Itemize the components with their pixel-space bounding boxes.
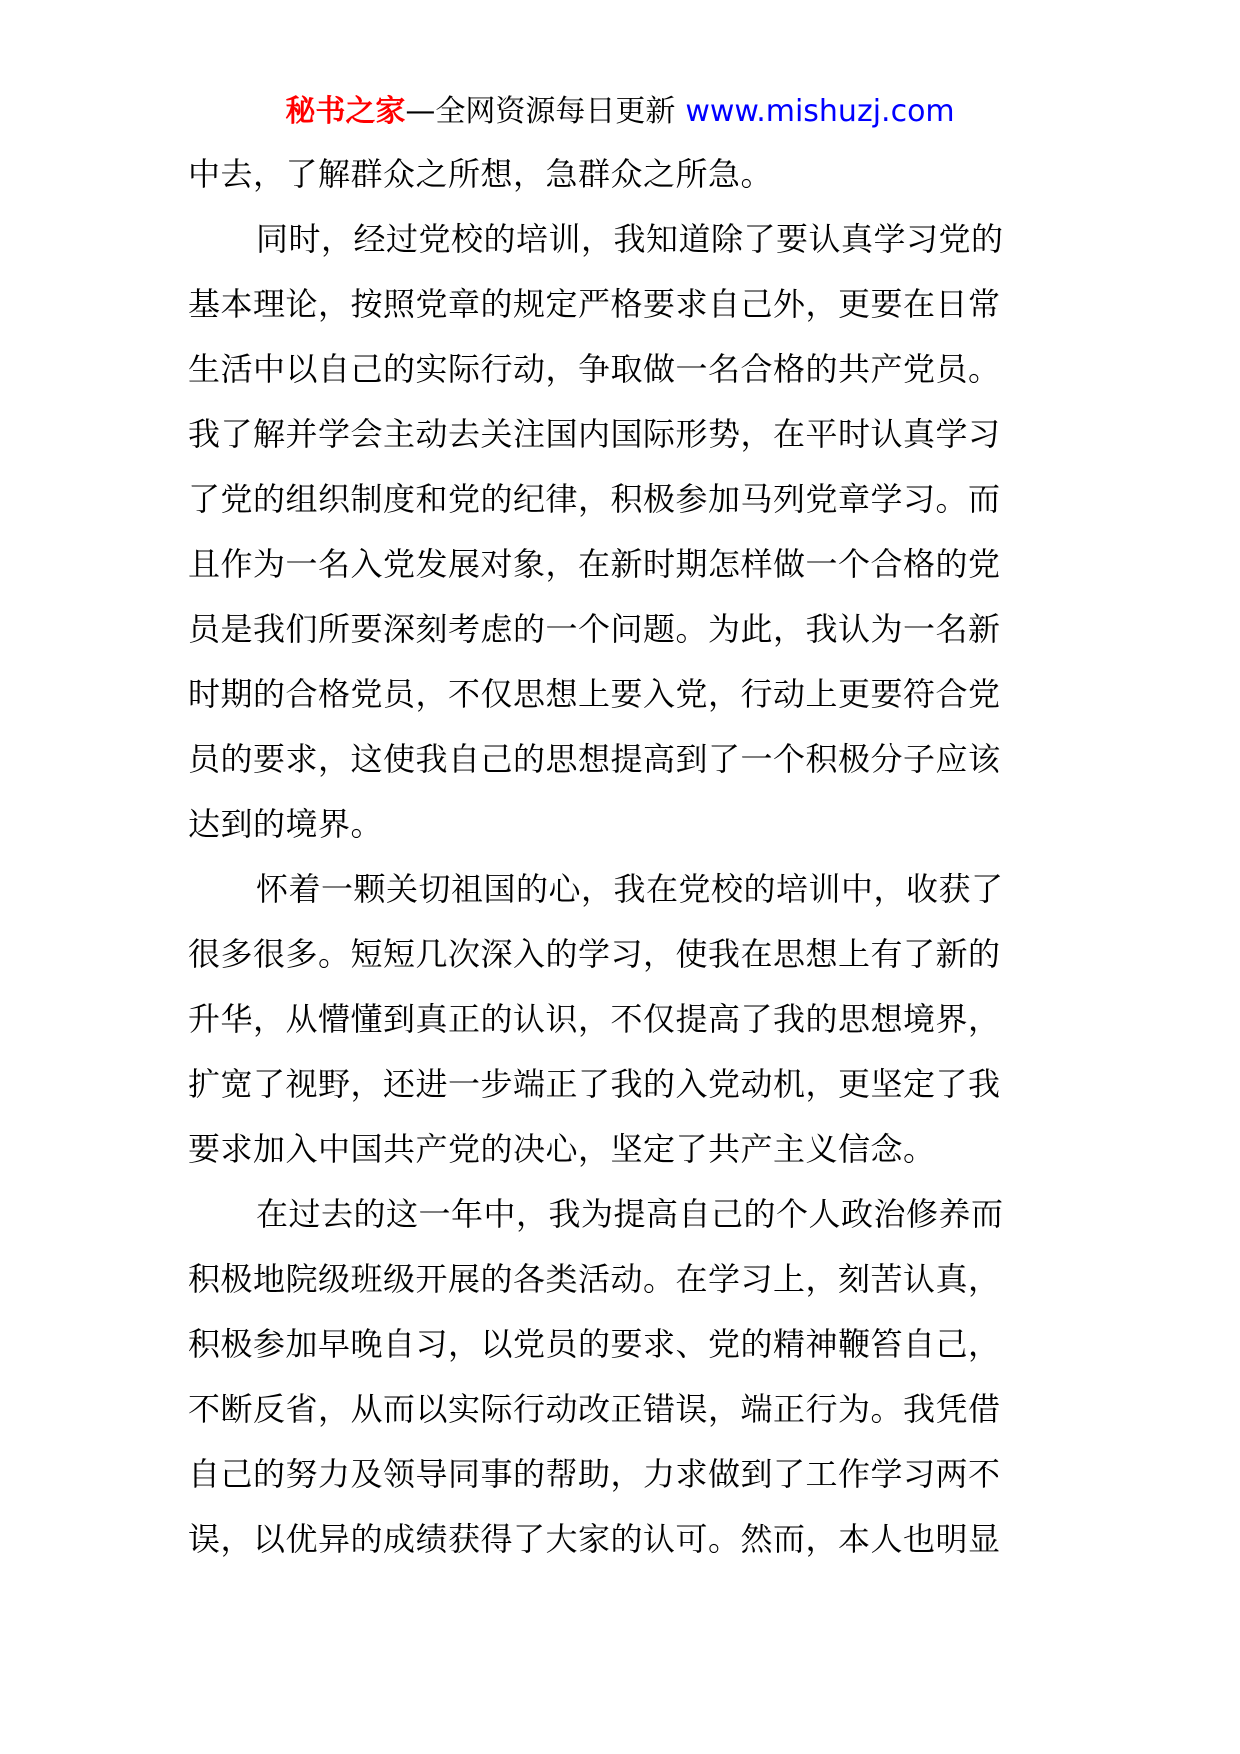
site-url-link[interactable]: www.mishuzj.com <box>685 94 955 129</box>
text-line: 员的要求，这使我自己的思想提高到了一个积极分子应该 <box>188 740 1001 778</box>
text-line: 很多很多。短短几次深入的学习，使我在思想上有了新的 <box>188 935 1001 973</box>
site-brand: 秘书之家 <box>285 94 406 129</box>
document-body <box>188 142 1058 1572</box>
text-line: 自己的努力及领导同事的帮助，力求做到了工作学习两不 <box>188 1455 1001 1493</box>
site-tagline: —全网资源每日更新 <box>405 94 676 129</box>
text-line: 我了解并学会主动去关注国内国际形势，在平时认真学习 <box>188 415 1001 453</box>
text-line: 且作为一名入党发展对象，在新时期怎样做一个合格的党 <box>188 545 1001 583</box>
text-line: 积极地院级班级开展的各类活动。在学习上，刻苦认真， <box>188 1260 1001 1298</box>
text-line: 积极参加早晚自习，以党员的要求、党的精神鞭笞自己， <box>188 1325 1001 1363</box>
text-line: 中去，了解群众之所想，急群众之所急。 <box>188 155 774 193</box>
text-line: 达到的境界。 <box>188 805 384 843</box>
text-line: 员是我们所要深刻考虑的一个问题。为此，我认为一名新 <box>188 610 1001 648</box>
paragraph-first-line: 同时，经过党校的培训，我知道除了要认真学习党的 <box>256 220 1004 258</box>
text-line: 扩宽了视野，还进一步端正了我的入党动机，更坚定了我 <box>188 1065 1001 1103</box>
text-line: 生活中以自己的实际行动，争取做一名合格的共产党员。 <box>188 350 1001 388</box>
text-line: 不断反省，从而以实际行动改正错误，端正行为。我凭借 <box>188 1390 1001 1428</box>
text-line: 了党的组织制度和党的纪律，积极参加马列党章学习。而 <box>188 480 1001 518</box>
text-line: 升华，从懵懂到真正的认识，不仅提高了我的思想境界， <box>188 1000 1001 1038</box>
site-header <box>0 92 1240 132</box>
text-line: 误，以优异的成绩获得了大家的认可。然而，本人也明显 <box>188 1520 1001 1558</box>
paragraph-first-line: 在过去的这一年中，我为提高自己的个人政治修养而 <box>256 1195 1004 1233</box>
text-line: 时期的合格党员，不仅思想上要入党，行动上更要符合党 <box>188 675 1001 713</box>
text-line: 基本理论，按照党章的规定严格要求自己外，更要在日常 <box>188 285 1001 323</box>
text-line: 要求加入中国共产党的决心，坚定了共产主义信念。 <box>188 1130 936 1168</box>
paragraph-first-line: 怀着一颗关切祖国的心，我在党校的培训中，收获了 <box>256 870 1004 908</box>
